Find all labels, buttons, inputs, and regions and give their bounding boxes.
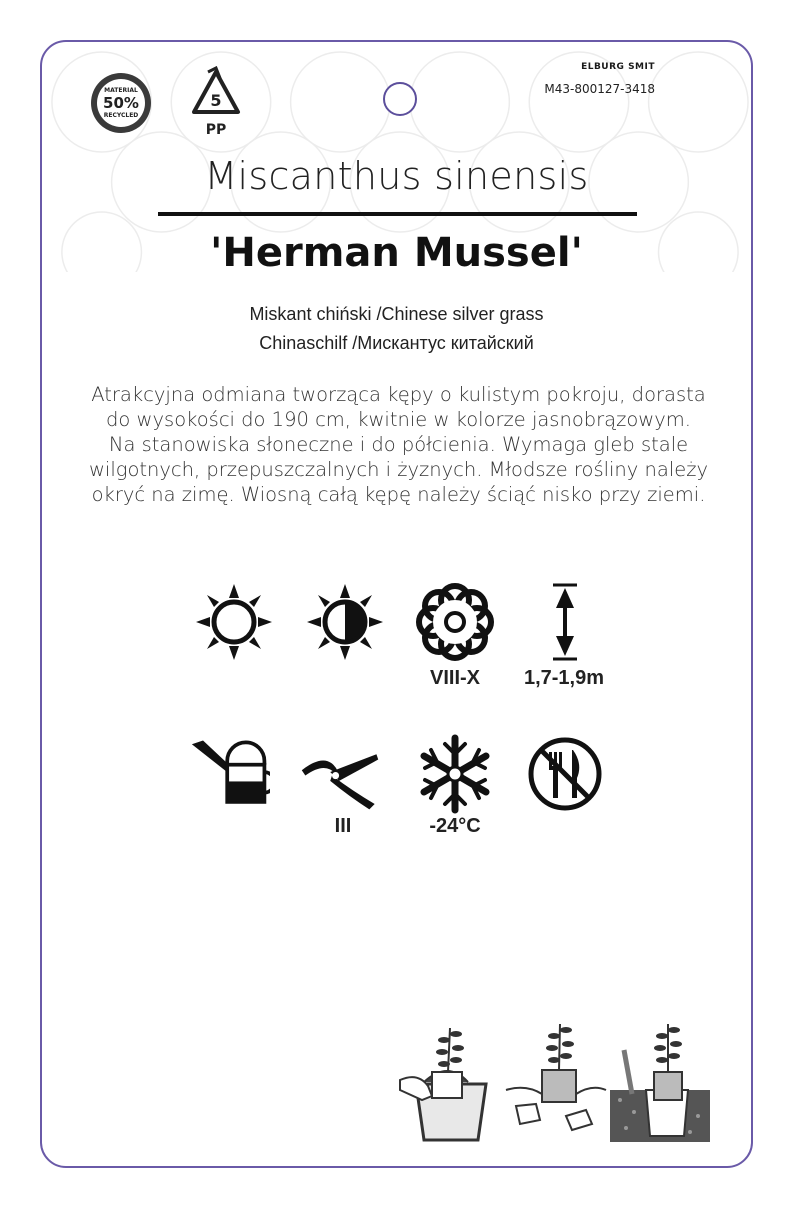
partial-shade-icon <box>305 582 385 662</box>
description-line: wilgotnych, przepuszczalnych i żyznych. Młodsze rośliny należy <box>88 458 709 481</box>
svg-text:MATERIAL: MATERIAL <box>104 87 138 94</box>
plant-label-card <box>40 40 753 1168</box>
recycled-material-badge <box>90 72 152 134</box>
description-line: okryć na zimę. Wiosną całą kępę należy ściąć nisko przy ziemi. <box>91 483 706 506</box>
common-names-line1: Miskant chiński /Chinese silver grass <box>249 304 544 324</box>
description-line: do wysokości do 190 cm, kwitnie w kolorze jasnobrązowym. <box>106 408 691 431</box>
flower-icon <box>415 582 495 662</box>
hardiness-temperature: -24°C <box>429 815 481 837</box>
flowering-period: VIII-X <box>429 667 480 689</box>
product-code: M43-800127-3418 <box>544 82 655 96</box>
full-sun-icon <box>194 582 274 662</box>
svg-text:50%: 50% <box>103 94 139 112</box>
watering-can-icon <box>190 734 270 814</box>
svg-text:5: 5 <box>210 91 222 110</box>
snowflake-icon <box>415 734 495 814</box>
cultivar-name: 'Herman Mussel' <box>210 230 583 276</box>
svg-text:PP: PP <box>205 122 227 138</box>
latin-name: Miscanthus sinensis <box>204 154 589 198</box>
not-edible-icon <box>525 734 605 814</box>
hanging-hole <box>383 82 417 116</box>
pruning-month: III <box>334 815 352 837</box>
recycle-pp-icon <box>186 66 246 138</box>
pruning-shears-icon <box>300 740 380 820</box>
description-line: Na stanowiska słoneczne i do półcienia. Wymaga gleb stale <box>108 433 689 456</box>
plant-height: 1,7-1,9m <box>523 667 605 689</box>
title-divider <box>158 212 637 216</box>
svg-text:RECYCLED: RECYCLED <box>103 112 139 119</box>
brand-logo: ELBURG SMIT <box>581 62 655 72</box>
height-arrow-icon <box>525 582 605 662</box>
planting-steps-illustration <box>398 1020 713 1146</box>
common-names-line2: Chinaschilf /Мискантус китайский <box>259 333 534 353</box>
description <box>76 382 721 507</box>
description-line: Atrakcyjna odmiana tworząca kępy o kulistym pokroju, dorasta <box>91 383 706 406</box>
